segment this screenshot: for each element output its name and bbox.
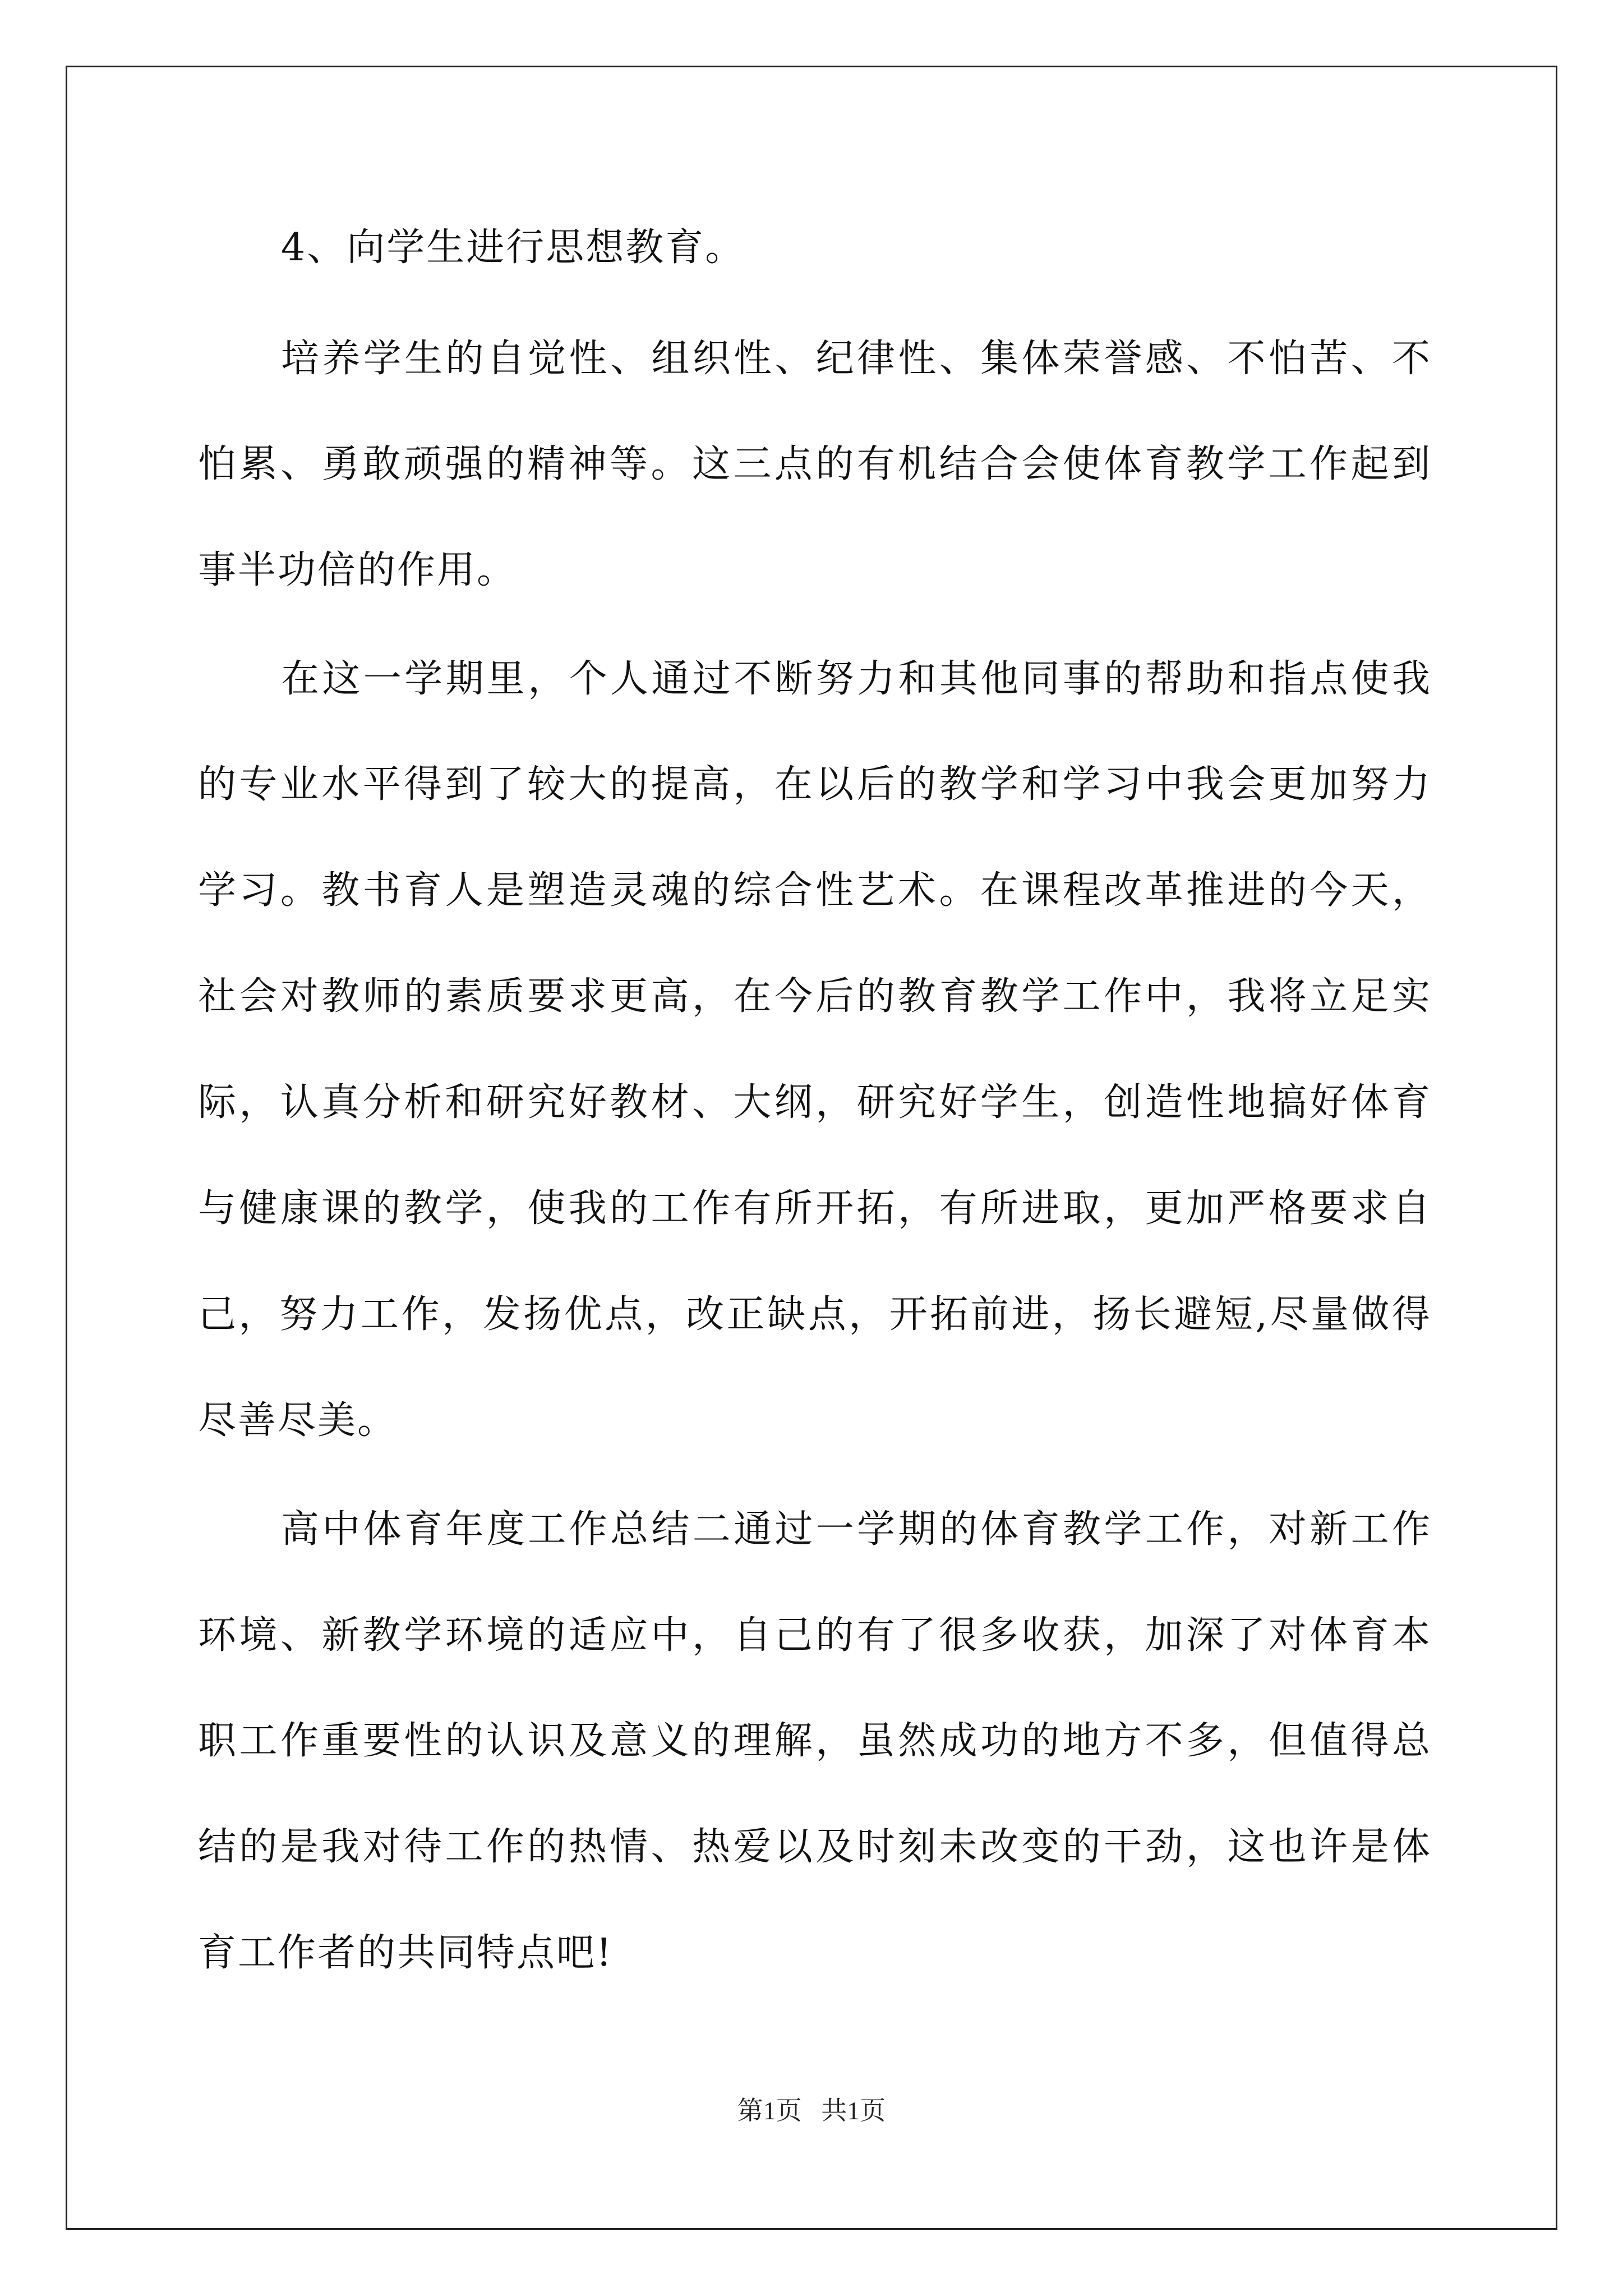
paragraph-4-line-2: 环境、新教学环境的适应中，自己的有了很多收获，加深了对体育本 [198, 1613, 1432, 1658]
paragraph-3-line-1: 在这一学期里，个人通过不断努力和其他同事的帮助和指点使我 [281, 657, 1432, 701]
paragraph-2-line-1: 培养学生的自觉性、组织性、纪律性、集体荣誉感、不怕苦、不 [281, 337, 1432, 381]
paragraph-3-line-8: 尽善尽美。 [198, 1398, 398, 1443]
paragraph-4-line-5: 育工作者的共同特点吧! [198, 1931, 614, 1975]
paragraph-4-line-4: 结的是我对待工作的热情、热爱以及时刻未改变的干劲，这也许是体 [198, 1825, 1432, 1869]
paragraph-3-line-5: 际，认真分析和研究好教材、大纲，研究好学生，创造性地搞好体育 [198, 1080, 1432, 1125]
paragraph-4-line-1: 高中体育年度工作总结二通过一学期的体育教学工作，对新工作 [281, 1507, 1432, 1552]
paragraph-2-line-3: 事半功倍的作用。 [198, 548, 517, 592]
paragraph-3-line-4: 社会对教师的素质要求更高，在今后的教育教学工作中，我将立足实 [198, 974, 1432, 1019]
paragraph-4-line-3: 职工作重要性的认识及意义的理解，虽然成功的地方不多，但值得总 [198, 1719, 1432, 1763]
paragraph-3-line-6: 与健康课的教学，使我的工作有所开拓，有所进取，更加严格要求自 [198, 1186, 1432, 1231]
paragraph-3-line-2: 的专业水平得到了较大的提高，在以后的教学和学习中我会更加努力 [198, 762, 1432, 807]
paragraph-1-line-1: 4、向学生进行思想教育。 [281, 226, 745, 270]
paragraph-3-line-3: 学习。教书育人是塑造灵魂的综合性艺术。在课程改革推进的今天， [198, 868, 1432, 913]
paragraph-3-line-7: 己，努力工作，发扬优点，改正缺点，开拓前进，扬长避短,尽量做得 [198, 1292, 1432, 1337]
page-footer: 第1页 共1页 [737, 2096, 886, 2125]
paragraph-2-line-2: 怕累、勇敢顽强的精神等。这三点的有机结合会使体育教学工作起到 [198, 442, 1432, 486]
page-border [66, 66, 1557, 2230]
